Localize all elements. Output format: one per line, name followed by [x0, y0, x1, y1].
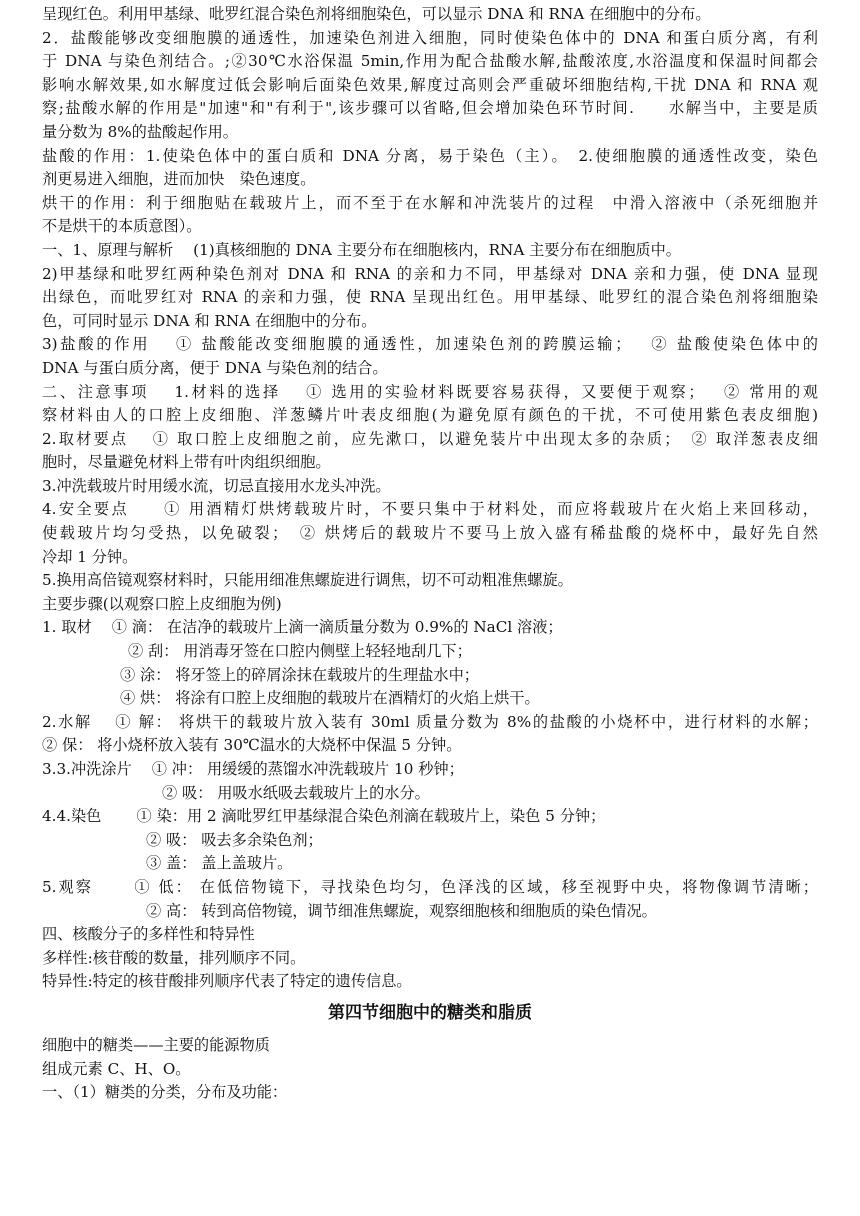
paragraph-line: 于 DNA 与染色剂结合。;②30℃水浴保温 5min,作用为配合盐酸水解,盐酸浓度,水浴温度和保温时间都会 [42, 52, 818, 71]
paragraph-line: 察;盐酸水解的作用是"加速"和"有利于",该步骤可以省略,但会增加染色环节时间. 水解当中，主要是质 [42, 99, 818, 118]
paragraph-line: 盐酸的作用：1.使染色体中的蛋白质和 DNA 分离，易于染色（主）。 2.使细胞膜的通透性改变，染色 [42, 146, 818, 165]
step-line: 1. 取材 ① 滴： 在洁净的载玻片上滴一滴质量分数为 0.9%的 NaCl 溶液； [42, 618, 563, 637]
paragraph-line: 一、1、原理与解析 (1)真核细胞的 DNA 主要分布在细胞核内，RNA 主要分布在细胞质中。 [42, 240, 681, 259]
paragraph-line: 色，可同时显示 DNA 和 RNA 在细胞中的分布。 [42, 311, 377, 330]
step-line: ③ 盖： 盖上盖玻片。 [146, 854, 293, 873]
step-line: 4.4.染色 ① 染：用 2 滴吡罗红甲基绿混合染色剂滴在载玻片上，染色 5 分钟； [42, 807, 606, 826]
paragraph-line: 2．盐酸能够改变细胞膜的通透性，加速染色剂进入细胞，同时使染色体中的 DNA 和蛋白质分离，有利 [42, 28, 818, 47]
step-line: ③ 涂： 将牙签上的碎屑涂抹在载玻片的生理盐水中； [120, 665, 479, 684]
step-line: 3.3.冲洗涂片 ① 冲： 用缓缓的蒸馏水冲洗载玻片 10 秒钟； [42, 760, 464, 778]
paragraph-line: 组成元素 C、H、O。 [42, 1059, 191, 1078]
paragraph-line: 冷却 1 分钟。 [42, 547, 138, 566]
paragraph-line: 一、（1）糖类的分类，分布及功能： [42, 1083, 288, 1102]
paragraph-line: 主要步骤(以观察口腔上皮细胞为例) [42, 594, 282, 613]
step-line: 2.水解 ① 解： 将烘干的载玻片放入装有 30ml 质量分数为 8%的盐酸的小烧杯中，进行材料的水解； [42, 712, 818, 731]
paragraph-line: 3)盐酸的作用 ① 盐酸能改变细胞膜的通透性，加速染色剂的跨膜运输； ② 盐酸使染色体中的 [42, 335, 818, 354]
step-line: ④ 烘： 将涂有口腔上皮细胞的载玻片在酒精灯的火焰上烘干。 [120, 689, 540, 708]
step-line: ② 吸： 用吸水纸吸去载玻片上的水分。 [162, 783, 430, 802]
paragraph-line: 5.换用高倍镜观察材料时，只能用细准焦螺旋进行调焦，切不可动粗准焦螺旋。 [42, 571, 573, 590]
paragraph-line: DNA 与蛋白质分离，便于 DNA 与染色剂的结合。 [42, 358, 388, 377]
paragraph-line: 出绿色，而吡罗红对 RNA 的亲和力强，使 RNA 呈现出红色。用甲基绿、吡罗红的混合染色剂将细胞染 [42, 288, 818, 307]
paragraph-line: 使载玻片均匀受热，以免破裂； ② 烘烤后的载玻片不要马上放入盛有稀盐酸的烧杯中，最好先自然 [42, 524, 818, 543]
paragraph-line: 2)甲基绿和吡罗红两种染色剂对 DNA 和 RNA 的亲和力不同，甲基绿对 DNA 亲和力强，使 DNA 显现 [42, 264, 818, 283]
paragraph-line: 察材料由人的口腔上皮细胞、洋葱鳞片叶表皮细胞(为避免原有颜色的干扰，不可使用紫色表皮细胞) [42, 406, 818, 425]
paragraph-line: 影响水解效果,如水解度过低会影响后面染色效果,解度过高则会严重破坏细胞结构,干扰 DNA 和 RNA 观 [42, 75, 818, 94]
paragraph-line: 4.安全要点 ① 用酒精灯烘烤载玻片时，不要只集中于材料处，而应将载玻片在火焰上来回移动， [42, 500, 818, 519]
paragraph-line: 3.冲洗载玻片时用缓水流，切忌直接用水龙头冲洗。 [42, 476, 391, 495]
paragraph-line: 二、注意事项 1.材料的选择 ① 选用的实验材料既要容易获得，又要便于观察； ② 常用的观 [42, 382, 818, 401]
step-line: ② 刮： 用消毒牙签在口腔内侧壁上轻轻地刮几下； [128, 642, 472, 661]
paragraph-line: 2.取材要点 ① 取口腔上皮细胞之前，应先漱口，以避免装片中出现太多的杂质； ② 取洋葱表皮细 [42, 429, 818, 448]
paragraph-line: 量分数为 8%的盐酸起作用。 [42, 122, 238, 141]
paragraph-line: 特异性:特定的核苷酸排列顺序代表了特定的遗传信息。 [42, 972, 412, 991]
step-line: ② 保： 将小烧杯放入装有 30℃温水的大烧杯中保温 5 分钟。 [42, 736, 462, 755]
paragraph-line: 胞时，尽量避免材料上带有叶肉组织细胞。 [42, 453, 331, 472]
step-line: ② 高： 转到高倍物镜，调节细准焦螺旋，观察细胞核和细胞质的染色情况。 [146, 901, 657, 920]
paragraph-line: 不是烘干的本质意图）。 [42, 217, 202, 236]
section-title: 第四节细胞中的糖类和脂质 [328, 1002, 532, 1023]
paragraph-line: 烘干的作用：利于细胞贴在载玻片上，而不至于在水解和冲洗装片的过程 中滑入溶液中（杀死细胞并 [42, 193, 818, 212]
paragraph-line: 多样性:核苷酸的数量，排列顺序不同。 [42, 948, 306, 967]
step-line: 5.观察 ① 低： 在低倍物镜下，寻找染色均匀，色泽浅的区域，移至视野中央，将物像调节清晰； [42, 877, 818, 896]
paragraph-line: 细胞中的糖类——主要的能源物质 [42, 1035, 270, 1054]
step-line: ② 吸： 吸去多余染色剂； [146, 830, 323, 849]
paragraph-line: 剂更易进入细胞，进而加快 染色速度。 [42, 170, 316, 189]
paragraph-line: 四、核酸分子的多样性和特异性 [42, 925, 255, 944]
paragraph-line: 呈现红色。利用甲基绿、吡罗红混合染色剂将细胞染色，可以显示 DNA 和 RNA 在细胞中的分布。 [42, 5, 711, 23]
